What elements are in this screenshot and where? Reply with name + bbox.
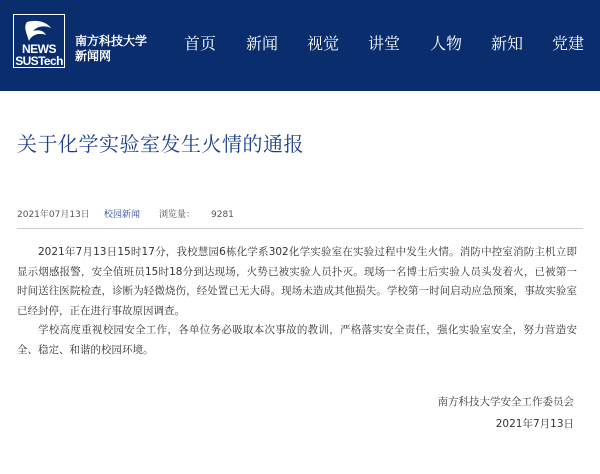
nav-item-news[interactable]: 新闻: [246, 34, 279, 53]
article-category[interactable]: 校园新闻: [104, 210, 141, 220]
nav-item-knowledge[interactable]: 新知: [491, 34, 524, 53]
article-paragraph: 2021年7月13日15时17分，我校慧园6栋化学系302化学实验室在实验过程中发生火情。消防中控室消防主机立即显示烟感报警，安全值班员15时18分到达现场，火势已被实验人员扑灭。现场一名博士后实验人员头发着火，已被第一时间送往医院检查，诊断为轻微烧伤，经处置已无大碍。现场未造成其他损失。学校第一时间启动应急预案，事故实验室已经封停，正在进行事故原因调查。: [17, 246, 577, 317]
news-sustech-logo[interactable]: [13, 14, 65, 68]
divider: [17, 228, 583, 229]
nav-item-party[interactable]: 党建: [552, 34, 585, 53]
logo-text-news: NEWS: [22, 42, 56, 56]
site-name-line1: 南方科技大学: [75, 34, 148, 48]
article-title: 关于化学实验室发生火情的通报: [17, 132, 304, 156]
logo-text-sustech: SUSTech: [15, 54, 63, 68]
site-name[interactable]: [75, 34, 147, 64]
nav-item-people[interactable]: 人物: [430, 34, 463, 53]
site-name-line2: 新闻网: [75, 49, 112, 63]
views-label: 浏览量：: [159, 210, 196, 220]
views-count: 9281: [211, 210, 234, 220]
nav-item-visual[interactable]: 视觉: [307, 34, 340, 53]
nav-item-home[interactable]: 首页: [184, 34, 217, 53]
article-date: 2021年07月13日: [17, 210, 90, 220]
article-body: [17, 243, 577, 361]
article-paragraph: 学校高度重视校园安全工作，各单位务必吸取本次事故的教训，严格落实安全责任，强化实验室安全，努力营造安全、稳定、和谐的校园环境。: [17, 324, 577, 356]
signature-date: 2021年7月13日: [495, 418, 574, 430]
signature-org: 南方科技大学安全工作委员会: [437, 396, 574, 408]
site-header: [0, 0, 600, 91]
nav-item-lecture[interactable]: 讲堂: [368, 34, 401, 53]
